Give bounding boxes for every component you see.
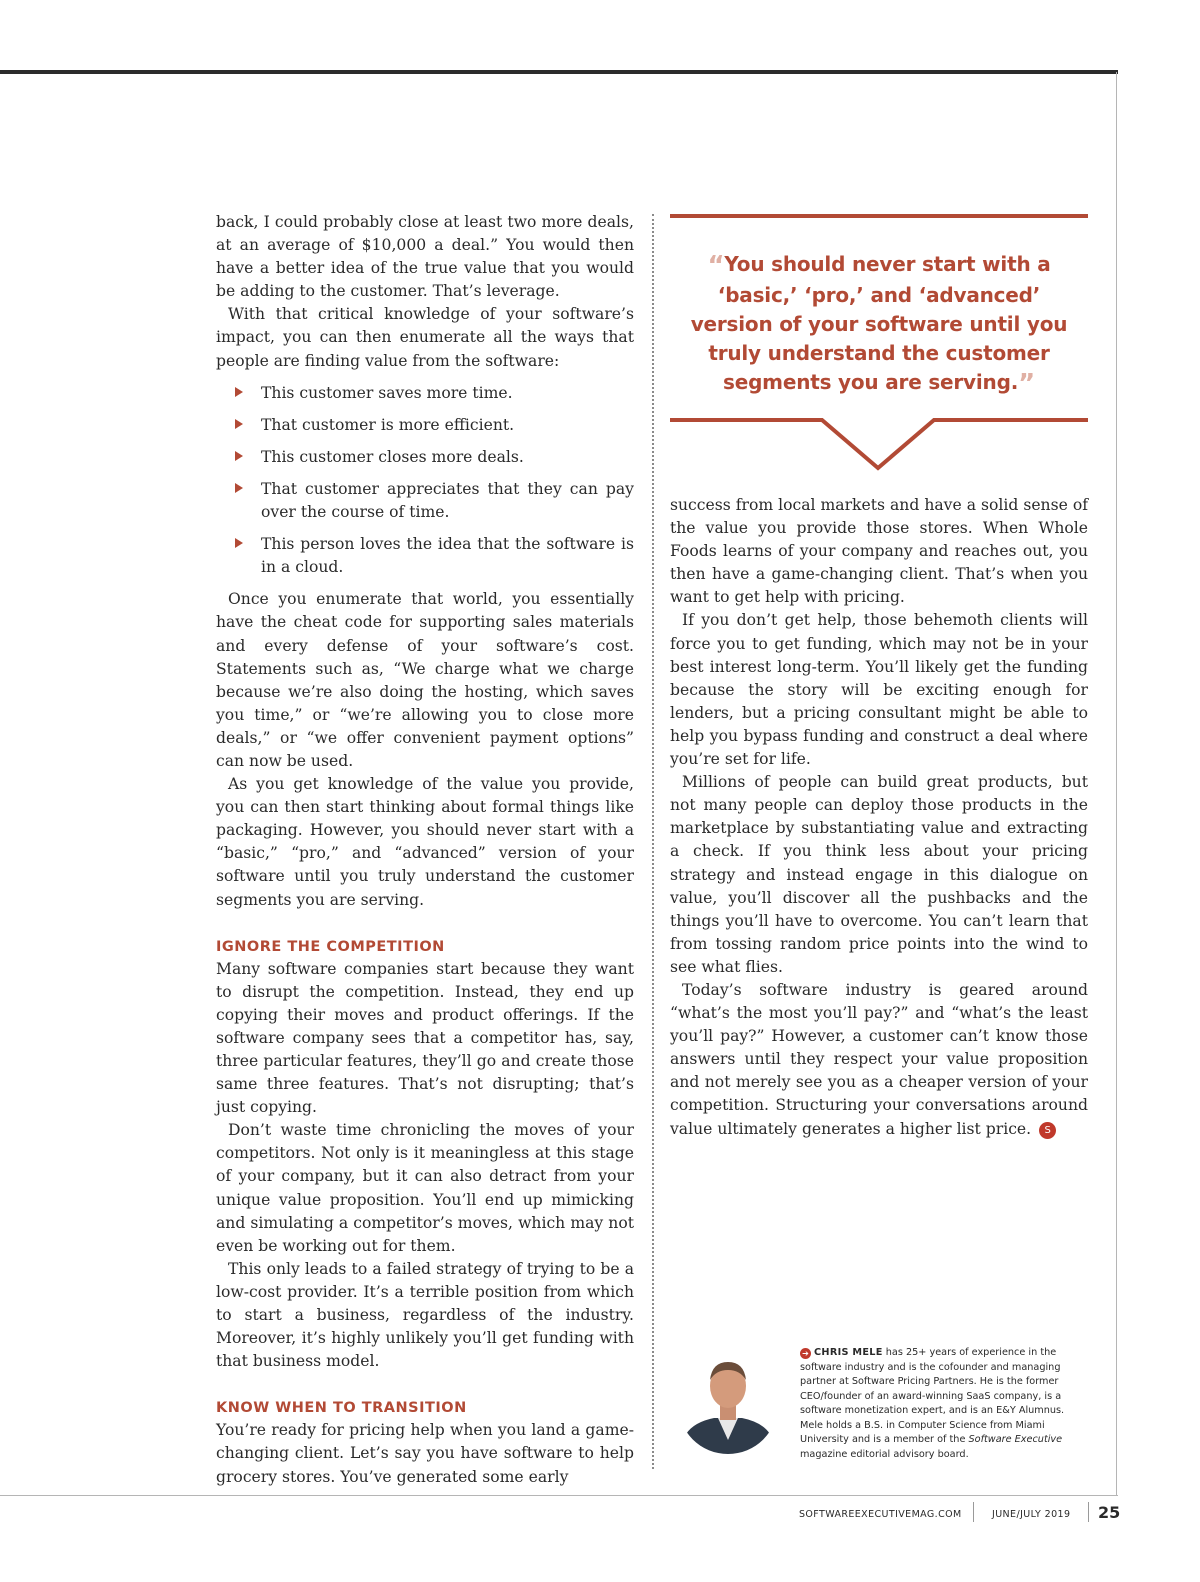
- page-number: 25: [1098, 1503, 1121, 1522]
- triangle-bullet-icon: [235, 483, 243, 493]
- paragraph: Don’t waste time chronicling the moves of your competitors. Not only is it meaningless at this stage of your company, but it can also detract from your unique value proposition. You’ll end up mimicking and simulating a competitor’s moves, which may not even be working out for them.: [216, 1121, 634, 1255]
- close-quote-icon: ”: [1018, 369, 1035, 399]
- triangle-bullet-icon: [235, 419, 243, 429]
- footer-separator: [1088, 1502, 1089, 1522]
- bio-text-end: magazine editorial advisory board.: [800, 1448, 969, 1460]
- paragraph-text: Today’s software industry is geared around “what’s the most you’ll pay?” and “what’s the least you’ll pay?” However, a customer can’t know those answers until they respect your value proposition and not merely see you as a cheaper version of your competition. Structuring your conversations around value ultimately generates a higher list price.: [670, 980, 1088, 1138]
- list-item-text: That customer appreciates that they can pay over the course of time.: [261, 479, 634, 522]
- paragraph: This only leads to a failed strategy of trying to be a low-cost provider. It’s a terrible position from which to start a business, regardless of the industry. Moreover, it’s highly unlikely you’ll get funding with that business model.: [216, 1259, 634, 1371]
- list-item-text: This customer saves more time.: [261, 383, 513, 402]
- paragraph: If you don’t get help, those behemoth clients will force you to get funding, which may not be in your best interest long-term. You’ll likely get the funding because the story will be exciting enough for lenders, but a pricing consultant might be able to help you bypass funding and construct a deal where you’re set for life.: [670, 611, 1088, 769]
- triangle-bullet-icon: [235, 538, 243, 548]
- bottom-rule: [0, 1495, 1118, 1496]
- bio-text: has 25+ years of experience in the software industry and is the cofounder and managing partner at Software Pricing Partners. He is the former CEO/founder of an award-winning SaaS company, is a software monetization expert, and is an E&Y Alumnus. Mele holds a B.S. in Computer Science from Miami University and is a member of the: [800, 1347, 1065, 1445]
- magazine-name: Software Executive: [968, 1434, 1063, 1445]
- author-name: CHRIS MELE: [814, 1347, 883, 1358]
- triangle-bullet-icon: [235, 387, 243, 397]
- pull-quote-top-rule: [670, 214, 1088, 218]
- list-item: [261, 446, 634, 469]
- list-item: [261, 382, 634, 405]
- pull-quote-text: [690, 250, 1068, 399]
- list-item: [261, 478, 634, 524]
- section-heading: IGNORE THE COMPETITION: [216, 938, 445, 955]
- column-divider: [652, 214, 654, 1469]
- section-heading: KNOW WHEN TO TRANSITION: [216, 1400, 467, 1417]
- list-item-text: This person loves the idea that the software is in a cloud.: [261, 535, 634, 577]
- list-item-text: That customer is more efficient.: [261, 415, 515, 434]
- arrow-right-icon: ➔: [800, 1348, 811, 1359]
- list-item: [261, 533, 634, 579]
- footer-website: SOFTWAREEXECUTIVEMAG.COM: [799, 1509, 962, 1520]
- footer-issue-date: JUNE/JULY 2019: [992, 1509, 1071, 1520]
- author-photo: [680, 1348, 776, 1456]
- author-bio: [800, 1346, 1088, 1462]
- triangle-bullet-icon: [235, 451, 243, 461]
- pull-quote-body: You should never start with a ‘basic,’ ‘pro,’ and ‘advanced’ version of your software until you truly understand the customer segments you are serving.: [690, 252, 1068, 394]
- value-list: [216, 382, 634, 580]
- paragraph: You’re ready for pricing help when you land a game-changing client. Let’s say you have software to help grocery stores. You’ve generated some early: [216, 1421, 634, 1486]
- open-quote-icon: “: [707, 251, 725, 281]
- pull-quote-chevron-rule: [670, 414, 1088, 474]
- end-of-article-icon: S: [1039, 1122, 1056, 1139]
- list-item-text: This customer closes more deals.: [261, 447, 524, 466]
- footer-separator: [973, 1502, 974, 1522]
- paragraph: Once you enumerate that world, you essentially have the cheat code for supporting sales materials and every defense of your software’s cost. Statements such as, “We charge what we charge because we’re also doing the hosting, which saves you time,” or “we’re allowing you to close more deals,” or “we offer convenient payment options” can now be used.: [216, 590, 634, 770]
- top-rule: [0, 70, 1118, 74]
- paragraph: success from local markets and have a solid sense of the value you provide those stores. When Whole Foods learns of your company and reaches out, you then have a game-changing client. That’s when you want to get help with pricing.: [670, 496, 1088, 607]
- right-margin-rule: [1116, 72, 1117, 1496]
- right-column: [670, 494, 1088, 1141]
- left-column: [216, 211, 634, 1489]
- paragraph: back, I could probably close at least two more deals, at an average of $10,000 a deal.” You would then have a better idea of the true value that you would be adding to the customer. That’s leverage.: [216, 213, 634, 301]
- paragraph: Millions of people can build great products, but not many people can deploy those products in the marketplace by substantiating value and extracting a check. If you think less about your pricing strategy and instead engage in this dialogue on value, you’ll discover all the pushbacks and the things you’ll have to overcome. You can’t learn that from tossing random price points into the wind to see what flies.: [670, 773, 1088, 976]
- pull-quote: [670, 214, 1088, 474]
- paragraph: As you get knowledge of the value you provide, you can then start thinking about formal things like packaging. However, you should never start with a “basic,” “pro,” and “advanced” version of your software until you truly understand the customer segments you are serving.: [216, 775, 634, 909]
- paragraph: Many software companies start because they want to disrupt the competition. Instead, they end up copying their moves and product offerings. If the software company sees that a competitor has, say, three particular features, they’ll go and create those same three features. That’s not disrupting; that’s just copying.: [216, 959, 634, 1117]
- paragraph: With that critical knowledge of your software’s impact, you can then enumerate all the ways that people are finding value from the software:: [216, 305, 634, 370]
- paragraph: [670, 979, 1088, 1141]
- list-item: [261, 414, 634, 437]
